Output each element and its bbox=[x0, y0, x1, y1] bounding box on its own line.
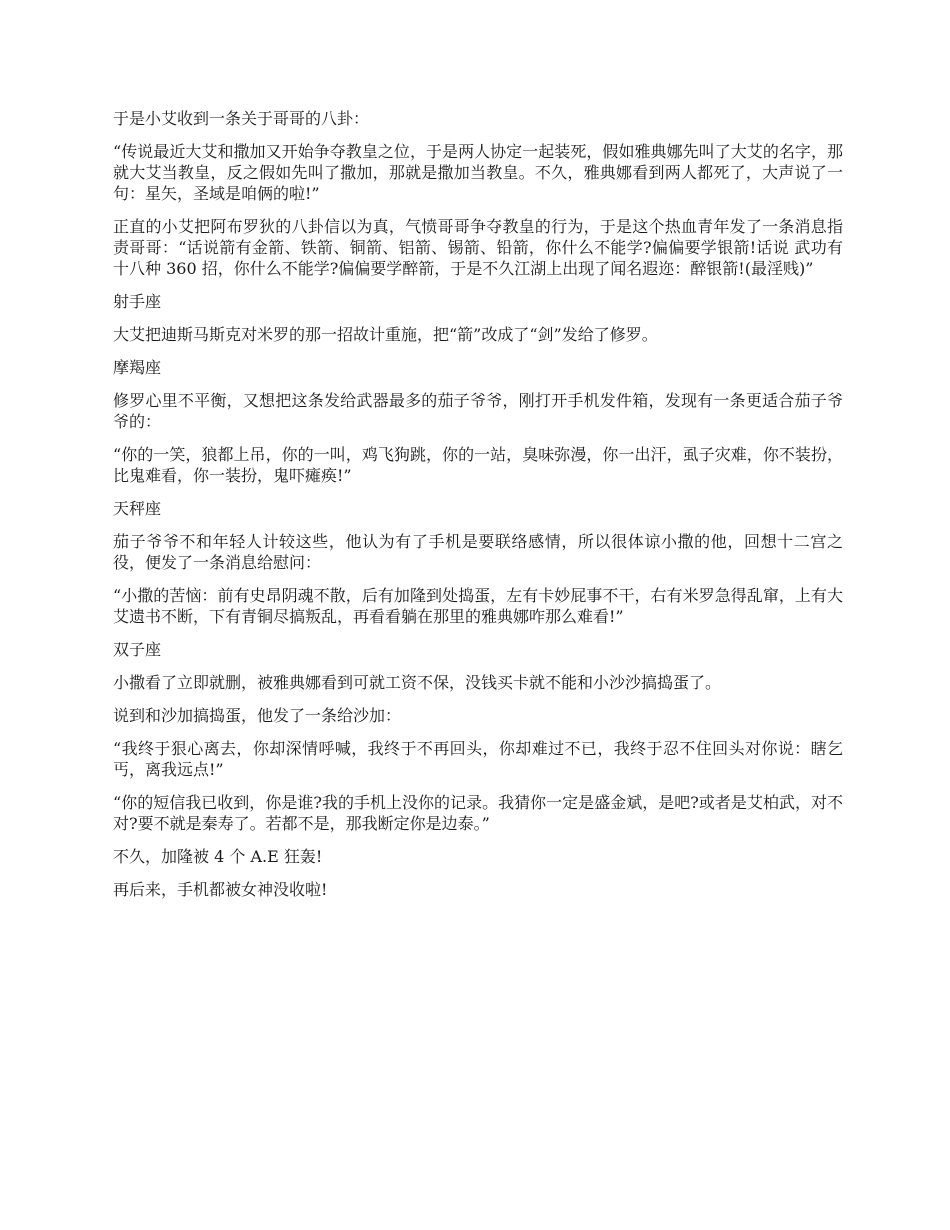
paragraph: 说到和沙加搞捣蛋，他发了一条给沙加： bbox=[113, 706, 402, 725]
paragraph: 茄子爷爷不和年轻人计较这些，他认为有了手机是要联络感情，所以很体谅小撒的他，回想十二宫之役，便发了一条消息给慰问： bbox=[113, 532, 843, 572]
paragraph: “你的一笑，狼都上吊，你的一叫，鸡飞狗跳，你的一站，臭味弥漫，你一出汗，虱子灾难，你不装扮，比鬼难看，你一装扮，鬼吓瘫痪!” bbox=[113, 445, 843, 485]
paragraph: 正直的小艾把阿布罗狄的八卦信以为真，气愤哥哥争夺教皇的行为，于是这个热血青年发了一条消息指责哥哥：“话说箭有金箭、铁箭、铜箭、铝箭、锡箭、铅箭，你什么不能学?偏偏要学银箭!话说 武功有十八种 360 招，你什么不能学?偏偏要学醉箭，于是不久江湖上出现了闻名遐迩：醉银箭!(最淫贱)” bbox=[113, 217, 843, 278]
section-heading: 摩羯座 bbox=[113, 358, 162, 377]
paragraph: 不久，加隆被 4 个 A.E 狂轰! bbox=[113, 847, 323, 866]
section-heading: 天秤座 bbox=[113, 499, 162, 518]
paragraph: “传说最近大艾和撒加又开始争夺教皇之位，于是两人协定一起装死，假如雅典娜先叫了大艾的名字，那就大艾当教皇，反之假如先叫了撒加，那就是撒加当教皇。不久，雅典娜看到两人都死了，大声说了一句：星矢，圣域是咱俩的啦!” bbox=[113, 142, 843, 203]
section-heading: 射手座 bbox=[113, 292, 162, 311]
paragraph: 大艾把迪斯马斯克对米罗的那一招故计重施，把“箭”改成了“剑”发给了修罗。 bbox=[113, 325, 658, 344]
paragraph: “你的短信我已收到，你是谁?我的手机上没你的记录。我猜你一定是盛金斌，是吧?或者是艾柏武，对不对?要不就是秦寿了。若都不是，那我断定你是边泰。” bbox=[113, 793, 843, 833]
paragraph: “我终于狠心离去，你却深情呼喊，我终于不再回头，你却难过不已，我终于忍不住回头对你说：瞎乞丐，离我远点!” bbox=[113, 739, 843, 779]
paragraph: 小撒看了立即就删，被雅典娜看到可就工资不保，没钱买卡就不能和小沙沙搞捣蛋了。 bbox=[113, 673, 722, 692]
paragraph: 于是小艾收到一条关于哥哥的八卦： bbox=[113, 109, 370, 128]
paragraph: 再后来，手机都被女神没收啦! bbox=[113, 880, 328, 899]
paragraph: 修罗心里不平衡，又想把这条发给武器最多的茄子爷爷，刚打开手机发件箱，发现有一条更适合茄子爷爷的： bbox=[113, 391, 843, 431]
section-heading: 双子座 bbox=[113, 640, 162, 659]
paragraph: “小撒的苦恼：前有史昂阴魂不散，后有加隆到处捣蛋，左有卡妙屁事不干，右有米罗急得乱窜，上有大艾遗书不断，下有青铜尽搞叛乱，再看看躺在那里的雅典娜咋那么难看!” bbox=[113, 586, 843, 626]
document-page bbox=[113, 108, 843, 912]
